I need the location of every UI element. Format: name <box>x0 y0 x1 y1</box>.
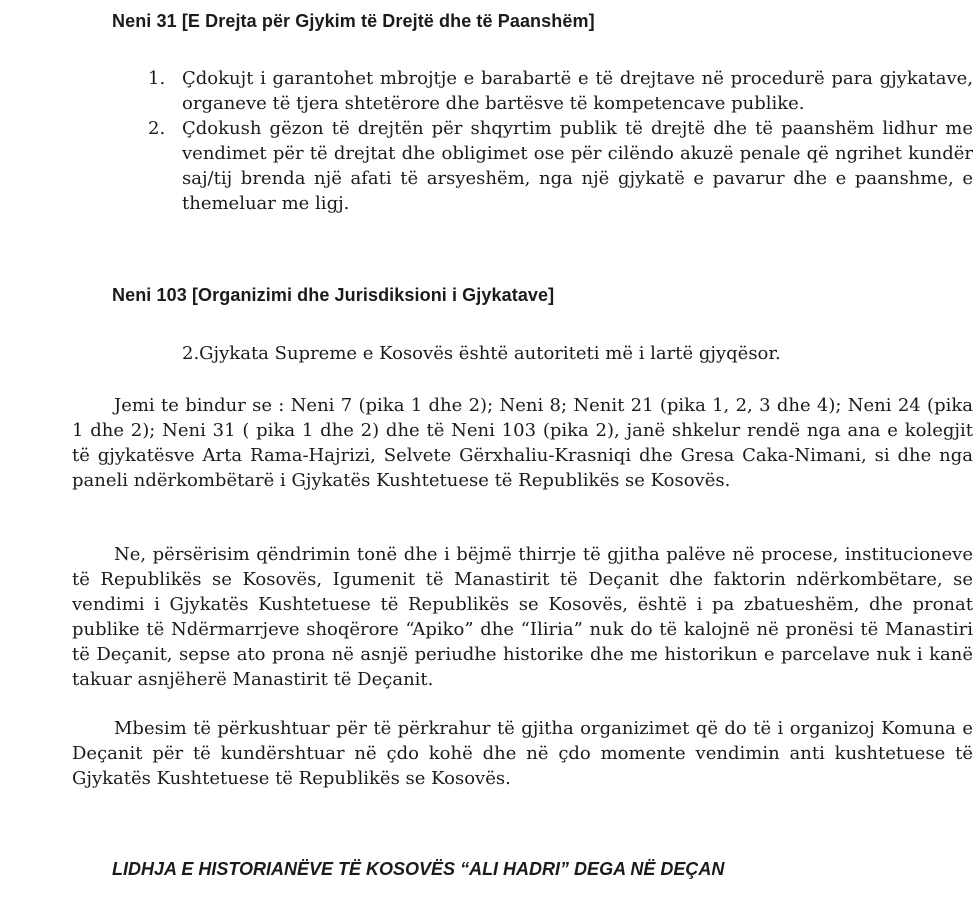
body-paragraph-1: Jemi te bindur se : Neni 7 (pika 1 dhe 2); Neni 8; Nenit 21 (pika 1, 2, 3 dhe 4); Neni 24 (pika 1 dhe 2); Neni 31 ( pika 1 dhe 2) dhe të Neni 103 (pika 2), janë shkelur rendë nga ana e kolegjit të gjykatësve Arta Rama-Hajrizi, Selvete Gërxhaliu-Krasniqi dhe Gresa Caka-Nimani, si dhe nga paneli ndërkombëtarë i Gjykatës Kushtetuese të Republikës se Kosovës. <box>72 395 973 491</box>
list-item-text: Çdokujt i garantohet mbrojtje e barabartë e të drejtave në procedurë para gjykatave, organeve të tjera shtetërore dhe bartësve të kompetencave publike. <box>182 68 973 114</box>
body-paragraph-2: Ne, përsërisim qëndrimin tonë dhe i bëjmë thirrje të gjitha palëve në procese, institucioneve të Republikës se Kosovës, Igumenit të Manastirit të Deçanit dhe faktorin ndërkombëtare, se vendimi i Gjykatës Kushtetuese të Republikës se Kosovës, është i pa zbatueshëm, dhe pronat publike të Ndërmarrjeve shoqërore “Apiko” dhe “Iliria” nuk do të kalojnë në pronësi të Manastiri të Deçanit, sepse ato prona në asnjë periudhe historike dhe me historikun e parcelave nuk i kanë takuar asnjëherë Manastirit të Deçanit. <box>72 544 973 690</box>
list-item-text: Çdokush gëzon të drejtën për shqyrtim publik të drejtë dhe të paanshëm lidhur me vendimet për të drejtat dhe obligimet ose për cilëndo akuzë penale që ngrihet kundër saj/tij brenda një afati të arsyeshëm, nga një gjykatë e pavarur dhe e paanshme, e themeluar me ligj. <box>182 118 973 214</box>
article-103-heading: Neni 103 [Organizimi dhe Jurisdiksioni i Gjykatave] <box>112 285 555 305</box>
signature-line: LIDHJA E HISTORIANËVE TË KOSOVËS “ALI HADRI” DEGA NË DEÇAN <box>112 859 725 879</box>
list-item-number: 2. <box>148 118 166 139</box>
article-103-paragraph: 2.Gjykata Supreme e Kosovës është autoriteti më i lartë gjyqësor. <box>182 343 781 364</box>
list-item <box>148 66 973 116</box>
list-item-number: 1. <box>148 68 166 89</box>
article-31-list <box>148 66 973 216</box>
list-item <box>148 116 973 216</box>
body-paragraph-3: Mbesim të përkushtuar për të përkrahur të gjitha organizimet që do të i organizoj Komuna e Deçanit për të kundërshtuar në çdo kohë dhe në çdo momente vendimin anti kushtetuese të Gjykatës Kushtetuese të Republikës se Kosovës. <box>72 718 973 789</box>
article-31-heading: Neni 31 [E Drejta për Gjykim të Drejtë dhe të Paanshëm] <box>112 11 595 31</box>
